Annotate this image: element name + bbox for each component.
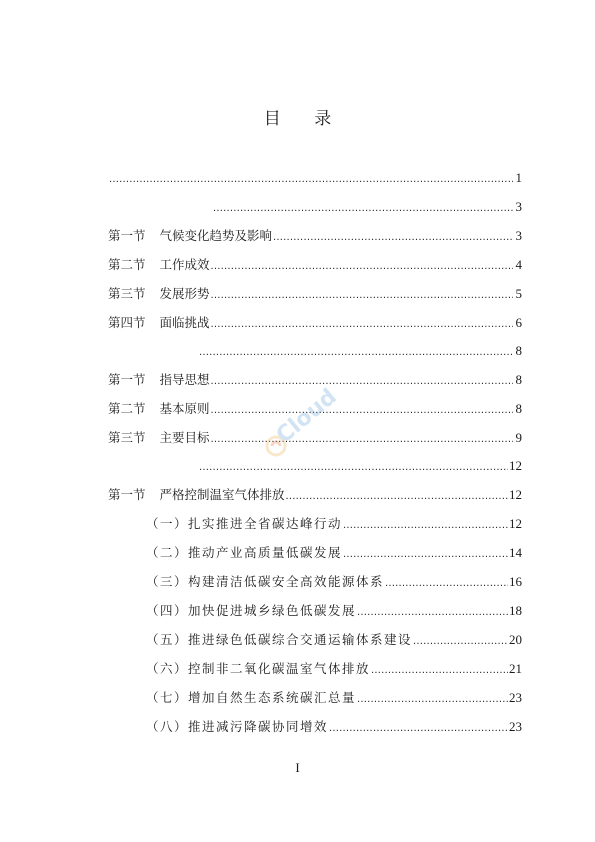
- toc-page-number: 12: [509, 487, 522, 502]
- toc-leader: [211, 258, 513, 274]
- toc-entry-title: （八）推进减污降碳协同增效: [146, 719, 329, 734]
- toc-page-number: 6: [515, 315, 522, 330]
- toc-page-number: 1: [515, 170, 522, 185]
- toc-page-number: 12: [509, 516, 522, 531]
- toc-page-number: 8: [515, 372, 522, 387]
- toc-leader: [273, 229, 513, 245]
- toc-entry-section[interactable]: [108, 486, 522, 504]
- toc-entry-title: 主要目标: [159, 430, 210, 445]
- toc-leader: [357, 691, 508, 707]
- toc-page-number: 23: [509, 719, 522, 734]
- toc-leader: [211, 316, 513, 332]
- toc-leader: [329, 720, 508, 736]
- toc-entry-subsection[interactable]: [146, 515, 522, 533]
- toc-leader: [343, 546, 508, 562]
- toc-entry-title: 指导思想: [159, 372, 210, 387]
- toc-entry-section[interactable]: [108, 314, 522, 332]
- toc-section-label: 第三节: [108, 430, 146, 445]
- toc-section-label: 第二节: [108, 257, 146, 272]
- toc-section-label: 第一节: [108, 228, 146, 243]
- toc-section-label: 第二节: [108, 401, 146, 416]
- toc-entry-chapter-1[interactable]: [108, 169, 522, 187]
- toc-entry-section[interactable]: [108, 285, 522, 303]
- toc-leader: [357, 604, 508, 620]
- toc-entry-title: 面临挑战: [159, 315, 210, 330]
- toc-page-number: 18: [509, 603, 522, 618]
- toc-page-number: 14: [509, 545, 522, 560]
- toc-leader: [286, 488, 508, 504]
- watermark-text: Cloud: [271, 384, 342, 449]
- toc-page-number: 9: [515, 430, 522, 445]
- toc-entry-section[interactable]: [108, 256, 522, 274]
- toc-page-number: 12: [509, 458, 522, 473]
- toc-entry-title: （一）扎实推进全省碳达峰行动: [146, 516, 343, 531]
- toc-page-number: 4: [515, 257, 522, 272]
- toc-page-number: 5: [515, 286, 522, 301]
- toc-entry-chapter-3[interactable]: [198, 342, 522, 360]
- toc-entry-chapter-4[interactable]: [198, 457, 522, 475]
- toc-entry-title: （六）控制非二氧化碳温室气体排放: [146, 661, 371, 676]
- toc-page-number: 23: [509, 690, 522, 705]
- toc-entry-section[interactable]: [108, 227, 522, 245]
- toc-entry-subsection[interactable]: [146, 631, 522, 649]
- toc-entry-title: （四）加快促进城乡绿色低碳发展: [146, 603, 357, 618]
- toc-leader: [385, 575, 508, 591]
- toc-entry-title: 工作成效: [159, 257, 210, 272]
- toc-leader: [211, 431, 513, 447]
- toc-leader: [199, 459, 508, 475]
- toc-entry-chapter-2[interactable]: [212, 198, 522, 216]
- toc-page-number: 21: [509, 661, 522, 676]
- toc-page-number: 3: [515, 228, 522, 243]
- toc-entry-subsection[interactable]: [146, 544, 522, 562]
- cloud-logo-icon: [262, 384, 352, 464]
- toc-entry-subsection[interactable]: [146, 660, 522, 678]
- toc-page-number: 8: [515, 401, 522, 416]
- toc-leader: [109, 171, 513, 187]
- toc-section-label: 第一节: [108, 487, 146, 502]
- toc-section-label: 第三节: [108, 286, 146, 301]
- toc-entry-title: （二）推动产业高质量低碳发展: [146, 545, 343, 560]
- toc-entry-title: 基本原则: [159, 401, 210, 416]
- toc-entry-title: （七）增加自然生态系统碳汇总量: [146, 690, 357, 705]
- toc-leader: [199, 344, 513, 360]
- toc-leader: [343, 517, 508, 533]
- toc-entry-title: 严格控制温室气体排放: [159, 487, 285, 502]
- toc-leader: [211, 373, 513, 389]
- toc-page-number: 16: [509, 574, 522, 589]
- toc-entry-subsection[interactable]: [146, 602, 522, 620]
- toc-page-number: 20: [509, 632, 522, 647]
- toc-leader: [213, 200, 513, 216]
- page-footer-number: I: [295, 760, 300, 775]
- toc-leader: [211, 287, 513, 303]
- toc-section-label: 第四节: [108, 315, 146, 330]
- toc-entry-subsection[interactable]: [146, 689, 522, 707]
- toc-page-number: 3: [515, 199, 522, 214]
- toc-leader: [413, 633, 508, 649]
- toc-entry-title: 气候变化趋势及影响: [159, 228, 273, 243]
- toc-entry-subsection[interactable]: [146, 718, 522, 736]
- toc-leader: [371, 662, 508, 678]
- page-title: 目 录: [263, 109, 346, 129]
- toc-page-number: 8: [515, 343, 522, 358]
- toc-section-label: 第一节: [108, 372, 146, 387]
- toc-entry-title: 发展形势: [159, 286, 210, 301]
- toc-entry-subsection[interactable]: [146, 573, 522, 591]
- toc-leader: [211, 402, 513, 418]
- toc-entry-title: （五）推进绿色低碳综合交通运输体系建设: [146, 632, 413, 647]
- toc-entry-title: （三）构建清洁低碳安全高效能源体系: [146, 574, 385, 589]
